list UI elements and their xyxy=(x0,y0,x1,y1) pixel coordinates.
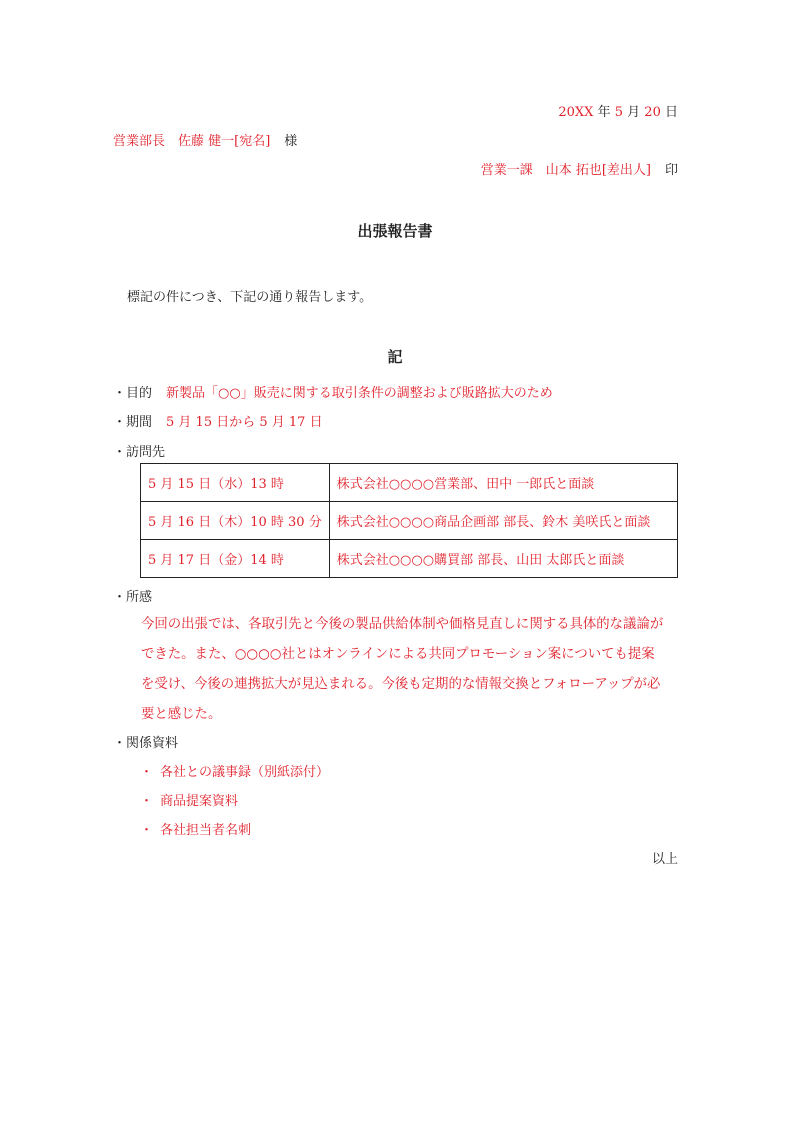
impressions-line: を受け、今後の連携拡大が見込まれる。今後も定期的な情報交換とフォローアップが必 xyxy=(141,677,661,692)
impressions-line: 今回の出張では、各取引先と今後の製品供給体制や価格見直しに関する具体的な議論が xyxy=(141,617,664,632)
ki-heading: 記 xyxy=(387,348,403,366)
impressions-line: できた。また、○○○○社とはオンラインによる共同プロモーション案についても提案 xyxy=(141,647,655,662)
document-title: 出張報告書 xyxy=(357,222,433,240)
impressions-line: 要と感じた。 xyxy=(141,707,222,722)
visit-detail: 株式会社○○○○商品企画部 部長、鈴木 美咲氏と面談 xyxy=(329,502,677,540)
table-row xyxy=(141,540,678,578)
materials-label: ・関係資料 xyxy=(113,736,179,751)
visit-time: 5 月 17 日（金）14 時 xyxy=(141,540,330,578)
sender-seal: 印 xyxy=(664,163,678,178)
date-month-unit: 月 xyxy=(627,105,641,120)
impressions-text xyxy=(141,610,681,730)
list-item xyxy=(140,761,329,780)
period-label: ・期間 xyxy=(113,415,153,430)
date-year-unit: 年 xyxy=(597,105,611,120)
table-row xyxy=(141,464,678,502)
bullet-icon: ・ xyxy=(140,794,154,809)
addressee-name: 営業部長 佐藤 健一[宛名] xyxy=(113,134,271,149)
date-day: 20 xyxy=(644,105,661,120)
date-month: 5 xyxy=(614,105,623,120)
addressee xyxy=(113,130,297,149)
material-item: 各社担当者名刺 xyxy=(160,823,252,838)
visits-label: ・訪問先 xyxy=(113,445,166,460)
visit-time: 5 月 15 日（水）13 時 xyxy=(141,464,330,502)
period-value: 5 月 15 日から 5 月 17 日 xyxy=(166,415,323,430)
list-item xyxy=(140,819,251,838)
closing-text: 以上 xyxy=(651,852,678,867)
impressions-label: ・所感 xyxy=(113,590,153,605)
document-date xyxy=(558,101,678,120)
intro-text: 標記の件につき、下記の通り報告します。 xyxy=(127,290,373,305)
date-day-unit: 日 xyxy=(664,105,678,120)
period-row xyxy=(113,411,323,430)
table-row xyxy=(141,502,678,540)
material-item: 商品提案資料 xyxy=(160,794,239,809)
visit-detail: 株式会社○○○○営業部、田中 一郎氏と面談 xyxy=(329,464,677,502)
list-item xyxy=(140,790,238,809)
visit-time: 5 月 16 日（木）10 時 30 分 xyxy=(141,502,330,540)
sender-name: 営業一課 山本 拓也[差出人] xyxy=(480,163,651,178)
bullet-icon: ・ xyxy=(140,823,154,838)
addressee-honorific: 様 xyxy=(284,134,298,149)
visits-table xyxy=(140,463,678,578)
date-year: 20XX xyxy=(558,105,594,120)
purpose-label: ・目的 xyxy=(113,386,153,401)
purpose-row xyxy=(113,382,553,401)
purpose-value: 新製品「○○」販売に関する取引条件の調整および販路拡大のため xyxy=(166,386,553,401)
material-item: 各社との議事録（別紙添付） xyxy=(160,765,330,780)
visit-detail: 株式会社○○○○購買部 部長、山田 太郎氏と面談 xyxy=(329,540,677,578)
bullet-icon: ・ xyxy=(140,765,154,780)
sender xyxy=(481,159,678,178)
